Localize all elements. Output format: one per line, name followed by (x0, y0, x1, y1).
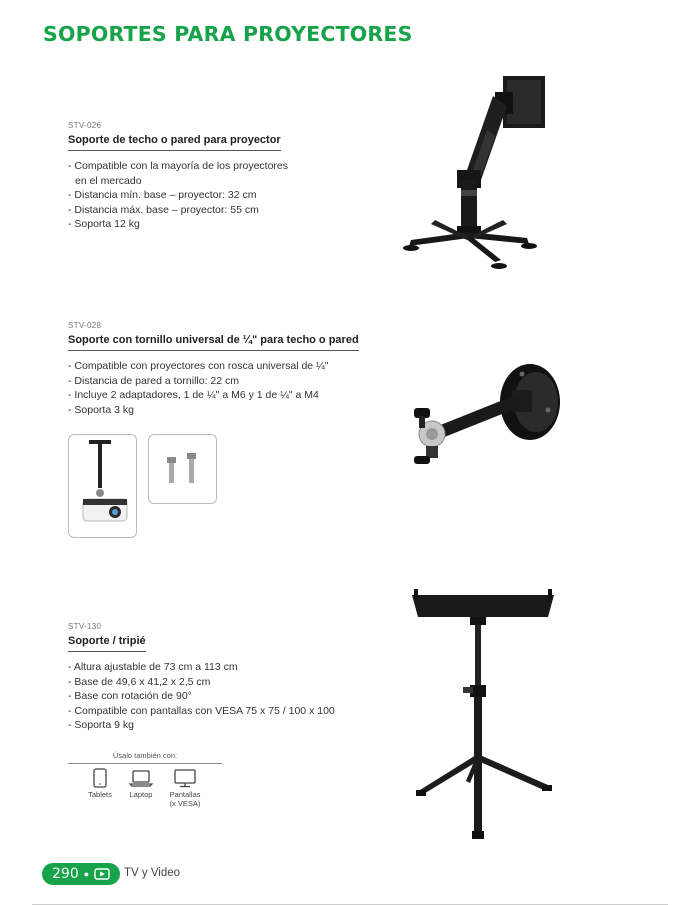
product-stv-130 (68, 622, 368, 733)
adapters-thumbnail (148, 434, 217, 504)
product-name: Soporte / tripié (68, 635, 146, 652)
mounted-projector-image (69, 435, 136, 537)
tripod-stand-image (408, 585, 558, 840)
product-name: Soporte de techo o pared para proyector (68, 134, 281, 151)
use-item-laptop (121, 768, 161, 800)
product-stv-026 (68, 121, 368, 232)
spec-item: en el mercado (75, 174, 142, 187)
screw-adapters-image (149, 435, 216, 503)
use-item-label: Laptop (129, 790, 153, 799)
product-code: STV-028 (68, 321, 102, 330)
spec-item: - Distancia máx. base – proyector: 55 cm (68, 203, 259, 216)
divider (68, 763, 222, 764)
product-specs (68, 159, 368, 232)
spec-item: - Soporta 12 kg (68, 218, 140, 231)
laptop-icon (129, 768, 153, 788)
product-code: STV-130 (68, 622, 102, 631)
page-number: 290 (52, 866, 79, 882)
spec-item: - Soporta 9 kg (68, 719, 134, 732)
universal-screw-mount-image (402, 350, 567, 485)
ceiling-mount-image (395, 70, 555, 275)
use-also-label: Úsalo también con: (112, 751, 178, 760)
spec-item: - Distancia mín. base – proyector: 32 cm (68, 189, 257, 202)
spec-item: - Base con rotación de 90° (68, 690, 192, 703)
use-item-tablets (80, 768, 120, 800)
tablet-icon (92, 768, 108, 788)
bullet-dot: ● (83, 869, 90, 879)
spec-item: - Compatible con la mayoría de los proyectores (68, 160, 289, 172)
use-item-label: Tablets (88, 790, 112, 799)
monitor-icon (173, 768, 197, 788)
spec-item: - Soporta 3 kg (68, 403, 134, 416)
tv-play-icon (94, 868, 110, 880)
page-footer-badge (42, 863, 120, 885)
spec-item: - Distancia de pared a tornillo: 22 cm (68, 374, 239, 387)
mounted-projector-thumbnail (68, 434, 137, 538)
product-stv-028 (68, 321, 368, 417)
product-name: Soporte con tornillo universal de ¼" para techo o pared (68, 334, 359, 351)
use-item-screens (165, 768, 205, 808)
spec-item: - Incluye 2 adaptadores, 1 de ¼" a M6 y 1 de ¼" a M4 (68, 389, 319, 402)
use-item-label: Pantallas (x VESA) (169, 790, 201, 808)
spec-item: - Compatible con proyectores con rosca universal de ¼" (68, 360, 329, 372)
page-title: SOPORTES PARA PROYECTORES (43, 22, 413, 46)
section-label: TV y Video (124, 867, 181, 879)
spec-item: - Compatible con pantallas con VESA 75 x 75 / 100 x 100 (68, 704, 335, 717)
product-specs (68, 660, 368, 733)
spec-item: - Altura ajustable de 73 cm a 113 cm (68, 661, 238, 673)
product-code: STV-026 (68, 121, 102, 130)
spec-item: - Base de 49,6 x 41,2 x 2,5 cm (68, 675, 211, 688)
product-specs (68, 359, 368, 417)
